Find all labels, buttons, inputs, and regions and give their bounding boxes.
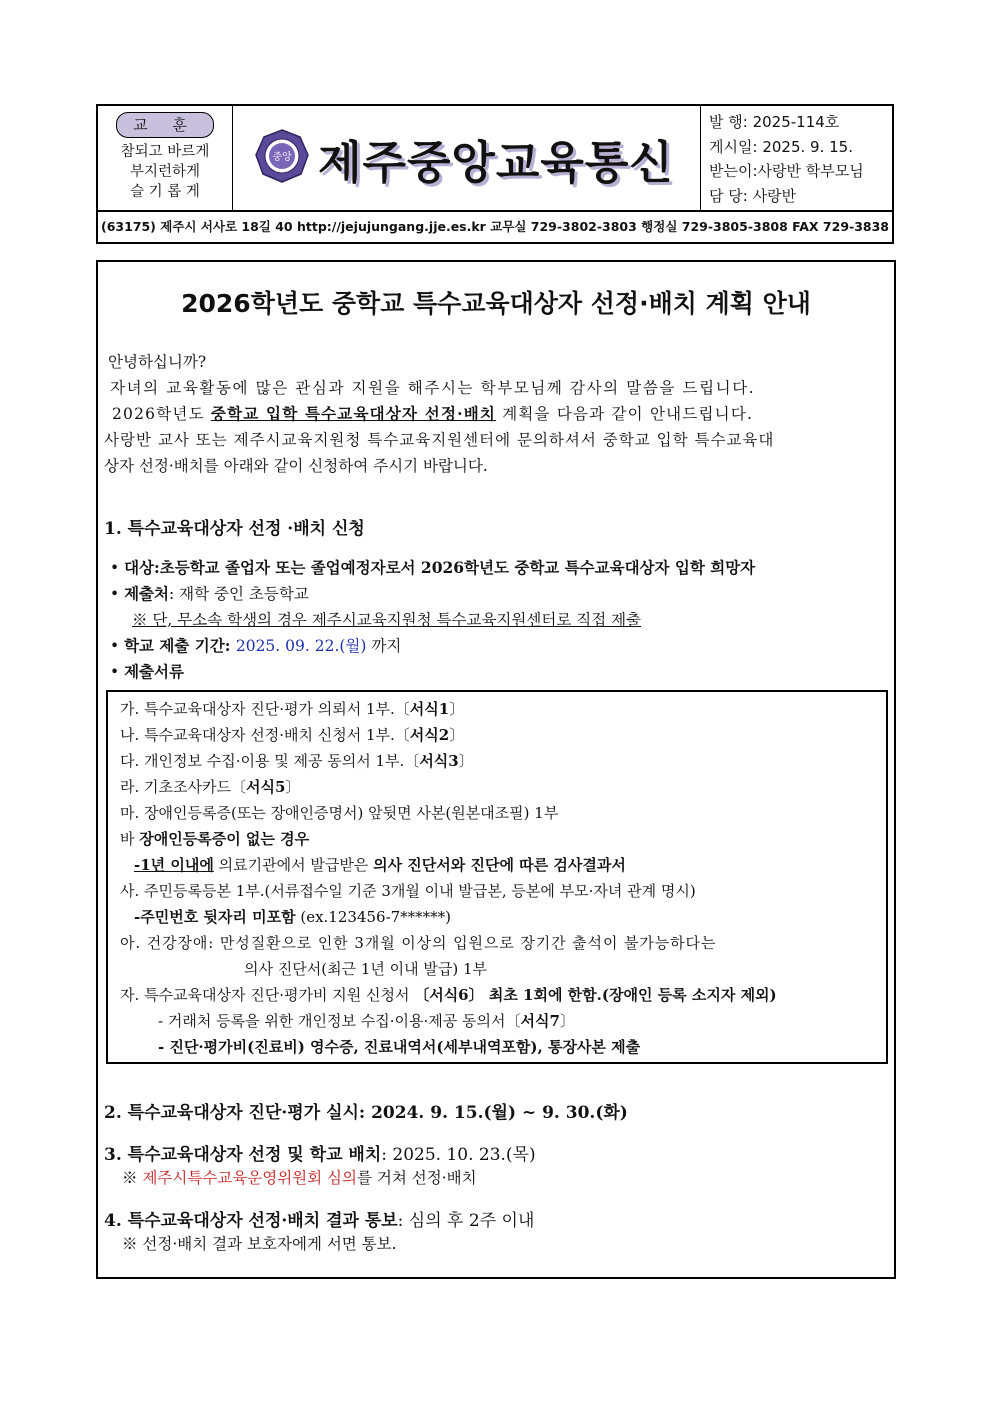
doc-item: 나. 특수교육대상자 선정·배치 신청서 1부.〔서식2〕 [120, 726, 465, 744]
notice-body [96, 260, 896, 1279]
doc-emphasis: -1년 이내에 [134, 856, 214, 874]
doc-subitem: -1년 이내에 의료기관에서 발급받은 의사 진단서와 진단에 따른 검사결과서 [134, 856, 626, 874]
section-heading: 1. 특수교육대상자 선정 ·배치 신청 [104, 519, 365, 539]
info-value: 사랑반 학부모님 [757, 162, 864, 180]
intro-emphasis: 중학교 입학 특수교육대상자 선정·배치 [210, 404, 497, 423]
school-logo-icon [254, 128, 310, 184]
info-value: 사랑반 [752, 186, 797, 205]
form-ref: 서식1 [409, 700, 450, 718]
info-row [709, 110, 892, 135]
intro-text: 계획을 다음과 같이 안내드립니다. [496, 405, 754, 423]
info-label: 받는이: [709, 162, 758, 180]
doc-item: 마. 장애인등록증(또는 장애인증명서) 앞뒷면 사본(원본대조필) 1부 [120, 804, 559, 822]
doc-emphasis: 〔서식6〕 최초 1회에 한함.(장애인 등록 소지자 제외) [414, 986, 777, 1004]
section-heading: 2. 특수교육대상자 진단·평가 실시: 2024. 9. 15.(월) ~ 9. 30.(화) [104, 1103, 628, 1123]
motto-cell [98, 106, 233, 210]
motto-line: 참되고 바르게 [120, 144, 210, 160]
committee-name: 제주시특수교육운영위원회 심의 [142, 1169, 357, 1187]
newsletter-title: 제주중앙교육통신 [318, 136, 674, 189]
intro-text: 2026학년도 [112, 405, 211, 423]
bullet-text: :초등학교 졸업자 또는 졸업예정자로서 2026학년도 중학교 특수교육대상자 입학 희망자 [154, 558, 756, 577]
intro-line: 상자 선정·배치를 아래와 같이 신청하여 주시기 바랍니다. [104, 457, 488, 475]
form-ref: 서식2 [409, 726, 450, 744]
motto-text [98, 142, 232, 202]
info-value: 2025-114호 [752, 113, 840, 131]
doc-emphasis: -주민번호 뒷자리 미포함 [134, 908, 296, 926]
doc-subitem: - 거래처 등록을 위한 개인정보 수집·이용·제공 동의서〔서식7〕 [158, 1012, 575, 1030]
doc-subitem: -주민번호 뒷자리 미포함 (ex.123456-7******) [134, 908, 452, 926]
document-title: 2026학년도 중학교 특수교육대상자 선정·배치 계획 안내 [181, 289, 811, 318]
section-note: ※ 선정·배치 결과 보호자에게 서면 통보. [122, 1235, 397, 1253]
bullet-label: 제출처 [124, 584, 169, 603]
bullet-label: 학교 제출 기간 [124, 636, 225, 655]
motto-line: 슬 기 롭 게 [130, 184, 200, 200]
info-label: 게시일: [709, 137, 758, 156]
bullet-deadline: • 학교 제출 기간: 2025. 09. 22.(월) 까지 [110, 636, 402, 655]
doc-subitem: 의사 진단서(최근 1년 이내 발급) 1부 [244, 960, 488, 978]
issue-info [700, 106, 892, 210]
info-row [709, 159, 892, 184]
info-row [709, 135, 892, 160]
doc-item: 라. 기초조사카드〔서식5〕 [120, 778, 301, 796]
doc-item: 다. 개인정보 수집·이용 및 제공 동의서 1부.〔서식3〕 [120, 752, 474, 770]
bullet-label: 제출서류 [124, 662, 184, 681]
bullet-submit-to: • 제출처: 재학 중인 초등학교 [110, 584, 309, 603]
form-ref: 서식3 [419, 752, 459, 770]
bullet-text: : 재학 중인 초등학교 [169, 585, 309, 603]
title-cell [234, 106, 700, 210]
doc-item: 사. 주민등록등본 1부.(서류접수일 기준 3개월 이내 발급본, 등본에 부모·자녀 관계 명시) [120, 882, 696, 900]
newsletter-header [96, 104, 894, 244]
doc-item: 가. 특수교육대상자 진단·평가 의뢰서 1부.〔서식1〕 [120, 700, 465, 718]
doc-emphasis: 장애인등록증이 없는 경우 [139, 830, 310, 848]
intro-line: 자녀의 교육활동에 많은 관심과 지원을 해주시는 학부모님께 감사의 말씀을 드립니다. [110, 379, 756, 397]
greeting: 안녕하십니까? [108, 353, 207, 371]
motto-badge: 교 훈 [116, 112, 214, 138]
logo-text: 중앙 [272, 152, 292, 163]
doc-item: 바 장애인등록증이 없는 경우 [120, 830, 310, 848]
bullet-label: 대상 [124, 558, 155, 577]
info-label: 담 당: [709, 186, 748, 205]
section-note: ※ 제주시특수교육운영위원회 심의를 거쳐 선정·배치 [122, 1169, 477, 1187]
form-ref: 서식5 [245, 778, 286, 796]
header-top-row [98, 106, 892, 212]
intro-line [112, 402, 753, 424]
motto-line: 부지런하게 [129, 164, 201, 180]
section-heading: 4. 특수교육대상자 선정·배치 결과 통보: 심의 후 2주 이내 [104, 1211, 535, 1231]
info-row [709, 184, 892, 209]
doc-emphasis: 의사 진단서와 진단에 따른 검사결과서 [373, 856, 626, 874]
intro-line: 사랑반 교사 또는 제주시교육지원청 특수교육지원센터에 문의하셔서 중학교 입학 특수교육대 [104, 431, 775, 449]
deadline-date: 2025. 09. 22.(월) [235, 637, 367, 655]
info-value: 2025. 9. 15. [762, 137, 853, 156]
submit-note: ※ 단, 무소속 학생의 경우 제주시교육지원청 특수교육지원센터로 직접 제출 [132, 611, 642, 629]
doc-subitem: - 진단·평가비(진료비) 영수증, 진료내역서(세부내역포함), 통장사본 제출 [158, 1038, 641, 1056]
bullet-documents: • 제출서류 [110, 662, 184, 681]
form-ref: 서식7 [520, 1012, 560, 1030]
required-documents-box [106, 690, 888, 1064]
bullet-text: 까지 [366, 637, 402, 655]
bullet-target: • 대상:초등학교 졸업자 또는 졸업예정자로서 2026학년도 중학교 특수교육대상자 입학 희망자 [110, 558, 756, 577]
doc-item: 자. 특수교육대상자 진단·평가비 지원 신청서 〔서식6〕 최초 1회에 한함.(장애인 등록 소지자 제외) [120, 986, 777, 1004]
doc-item: 아. 건강장애: 만성질환으로 인한 3개월 이상의 입원으로 장기간 출석이 불가능하다는 [120, 934, 717, 952]
info-label: 발 행: [709, 113, 748, 131]
section-heading: 3. 특수교육대상자 선정 및 학교 배치: 2025. 10. 23.(목) [104, 1145, 536, 1165]
school-address: (63175) 제주시 서사로 18길 40 http://jejujungang.jje.es.kr 교무실 729-3802-3803 행정실 729-3805-3808 FAX 729-3838 [100, 219, 889, 234]
